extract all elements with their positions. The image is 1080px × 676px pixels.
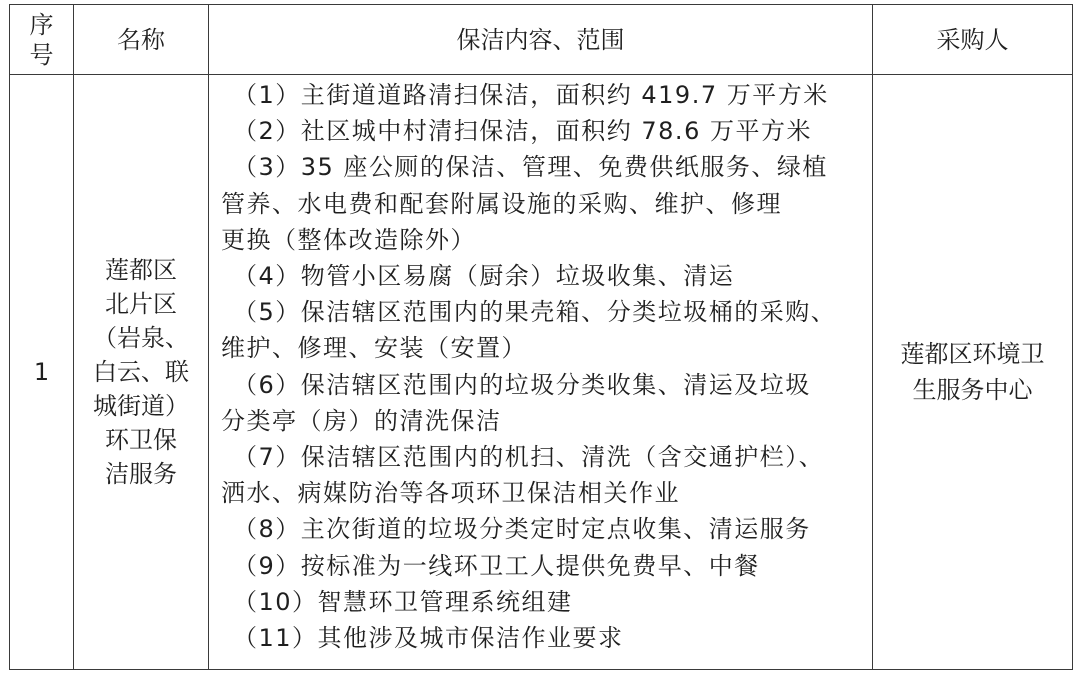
content-line: （8）主次街道的垃圾分类定时定点收集、清运服务 [233,515,811,544]
buyer-line: 莲都区环境卫 [900,340,1045,368]
content-line: 分类亭（房）的清洗保洁 [221,406,502,435]
content-line: （4）物管小区易腐（厨余）垃圾收集、清运 [233,262,735,291]
content-line: （1）主街道道路清扫保洁，面积约 419.7 万平方米 [233,81,829,109]
header-name: 名称 [74,5,209,75]
name-line: （岩泉、 [93,324,189,352]
content-line: （9）按标准为一线环卫工人提供免费早、中餐 [233,551,760,580]
content-line: （7）保洁辖区范围内的机扫、清洗（含交通护栏）、 [233,443,825,472]
table-row [10,75,1073,670]
header-index [10,5,74,75]
header-index-line-1: 序 [29,10,54,39]
service-scope-table [9,4,1073,670]
row-content [209,75,873,670]
name-line: 洁服务 [105,460,177,488]
content-line: 更换（整体改造除外） [221,225,476,254]
row-name [74,75,209,670]
content-line: 洒水、病媒防治等各项环卫保洁相关作业 [221,479,680,508]
content-line: （5）保洁辖区范围内的果壳箱、分类垃圾桶的采购、 [233,298,837,327]
content-line: （2）社区城中村清扫保洁，面积约 78.6 万平方米 [233,117,812,146]
header-row [10,5,1073,75]
content-line: 维护、修理、安装（安置） [221,334,527,363]
content-line: 管养、水电费和配套附属设施的采购、维护、修理 [221,189,782,218]
header-index-line-2: 号 [29,40,54,69]
row-buyer [873,75,1073,670]
name-line: 北片区 [105,290,177,318]
content-line: （11）其他涉及城市保洁作业要求 [233,624,624,653]
content-line: （3）35 座公厕的保洁、管理、免费供纸服务、绿植 [233,153,828,182]
content-line: （10）智慧环卫管理系统组建 [233,587,573,616]
name-line: 莲都区 [105,256,177,284]
content-line: （6）保洁辖区范围内的垃圾分类收集、清运及垃圾 [233,370,811,399]
name-line: 城街道） [93,392,189,420]
row-index: 1 [10,75,74,670]
name-line: 白云、联 [93,358,189,386]
header-content: 保洁内容、范围 [209,5,873,75]
header-buyer: 采购人 [873,5,1073,75]
name-line: 环卫保 [105,426,177,454]
buyer-line: 生服务中心 [912,376,1033,404]
